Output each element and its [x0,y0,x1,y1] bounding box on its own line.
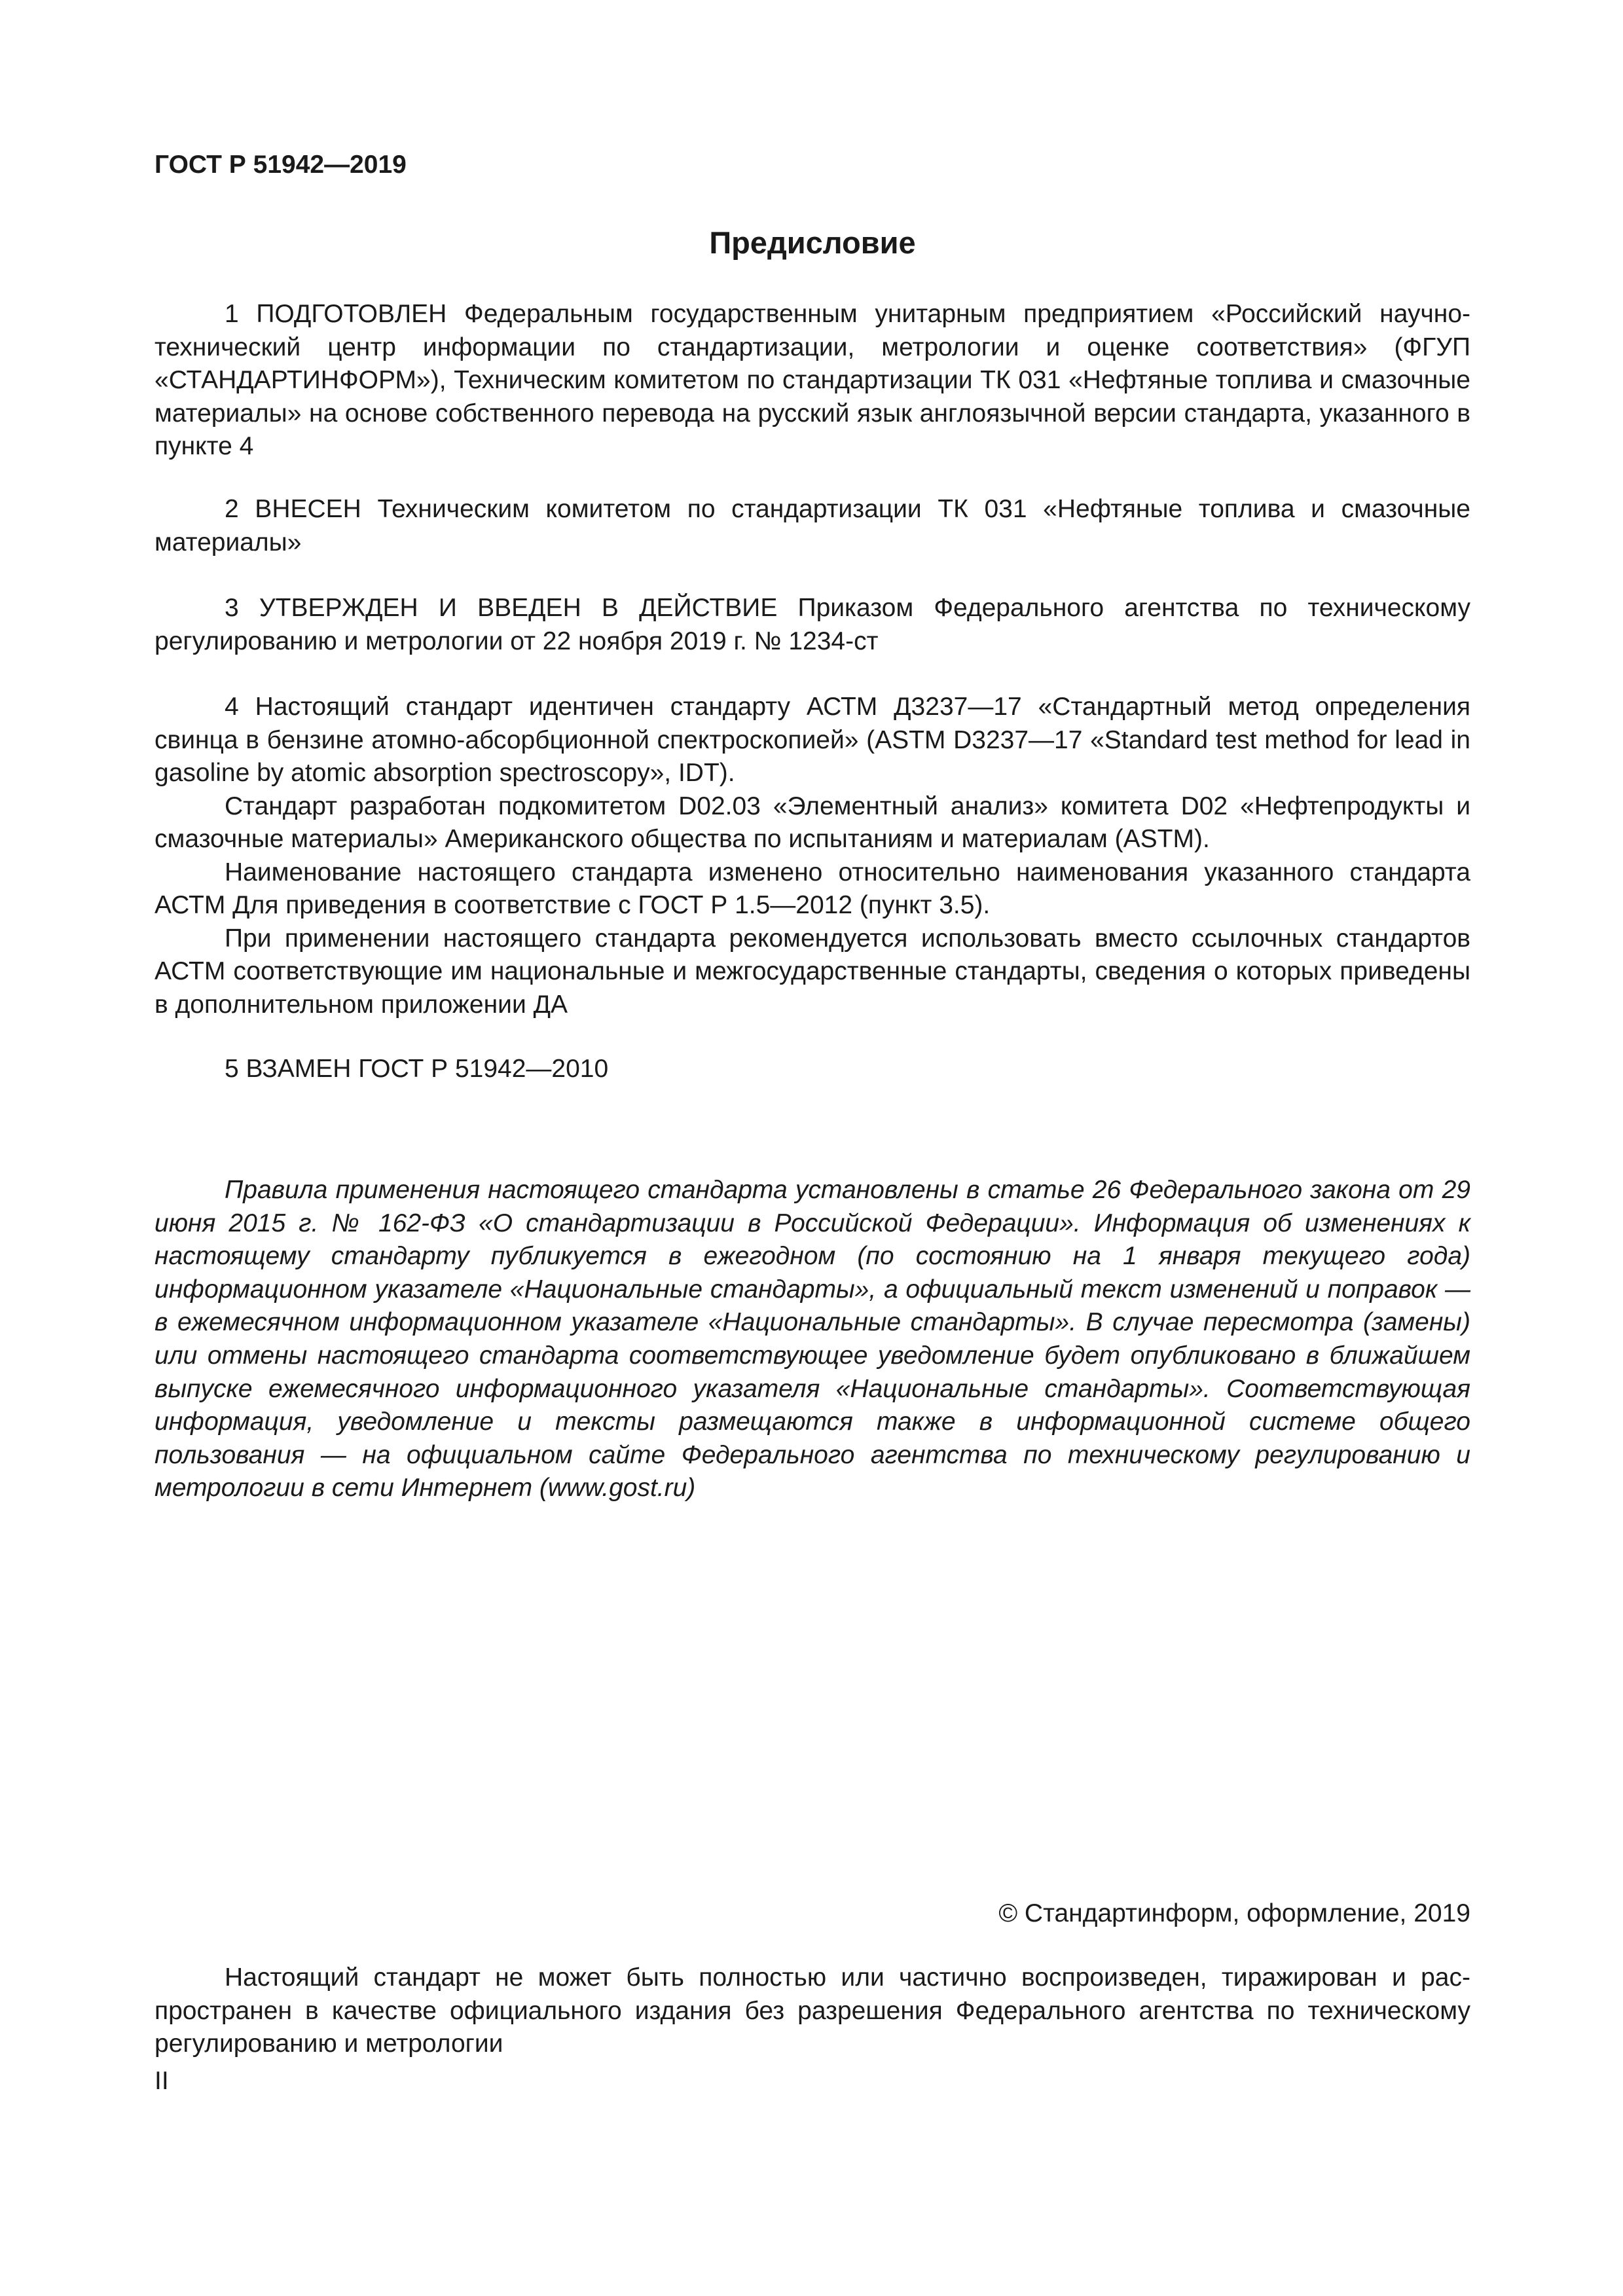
foreword-paragraph: При применении настоящего стандарта рекомендуется использовать вместо ссылочных стандартов АСТМ соответствующие им национальные и межгосударственные стандарты, сведения о которых приведены в дополнительном приложении ДА [155,924,1470,1019]
foreword-paragraph: Стандарт разработан подкомитетом D02.03 «Элементный анализ» комитета D02 «Нефтепродукты и смазочные материалы» Американского общества по испытаниям и материалам (ASTM). [155,792,1470,853]
page-title: Предисловие [709,225,916,260]
foreword-item-5 [155,1053,1470,1086]
foreword-item-3 [155,592,1470,658]
foreword-paragraph: 5 ВЗАМЕН ГОСТ Р 51942—2010 [225,1055,609,1083]
foreword-paragraph: 1 ПОДГОТОВЛЕН Федеральным государственным унитарным предприятием «Российский научно-технический центр информации по стандартизации, метрологии и оценке соответствия» (ФГУП «СТАНДАРТИНФОРМ»), Техническим комитетом по стандартизации ТК 031 «Нефтяные топлива и смазочные материалы» на основе собственного перевода на русский язык англоязычной версии стандарта, указанного в пункте 4 [155,300,1470,460]
reproduction-notice [155,1961,1470,2061]
foreword-paragraph: 3 УТВЕРЖДЕН И ВВЕДЕН В ДЕЙСТВИЕ Приказом Федерального агентства по техническому регулированию и метрологии от 22 ноября 2019 г. № 1234-ст [155,594,1470,655]
foreword-item-1 [155,298,1470,464]
foreword-paragraph: Наименование настоящего стандарта изменено относительно наименования указанного стандарта АСТМ Для приведения в соответствие с ГОСТ Р 1.5—2012 (пункт 3.5). [155,858,1470,919]
foreword-item-2 [155,493,1470,559]
rules-notice-text: Правила применения настоящего стандарта установлены в статье 26 Федерального закона от 29 июня 2015 г. № 162-ФЗ «О стандартизации в Российской Федерации». Информация об изменениях к настоящему стандарту публикуется в ежегодном (по состоянию на 1 января текущего года) информационном указателе «Национальные стандарты», а официальный текст изменений и поправок — в ежемесячном информационном указателе «Национальные стандарты». В случае пересмотра (замены) или отмены настоящего стандарта соответствующее уведомление будет опубликовано в ближайшем выпуске ежемесячного информационного указателя «Национальные стандарты». Соответствующая информация, уведомление и тексты размещаются также в информационной системе общего пользования — на официальном сайте Федерального агентства по техническому регулированию и метрологии в сети Интернет (www.gost.ru) [155,1176,1470,1503]
foreword-item-4 [155,691,1470,1021]
reproduction-notice-text: Настоящий стандарт не может быть полностью или частично воспроизведен, тиражирован и распространен в качестве официального издания без разрешения Федерального агентства по техническому регулированию и метрологии [155,1963,1470,2058]
standard-code-header: ГОСТ Р 51942—2019 [155,151,407,179]
page-number: II [155,2067,169,2095]
foreword-paragraph: 2 ВНЕСЕН Техническим комитетом по стандартизации ТК 031 «Нефтяные топлива и смазочные материалы» [155,495,1470,556]
copyright-line: © Стандартинформ, оформление, 2019 [998,1899,1470,1927]
rules-notice [155,1174,1470,1505]
foreword-paragraph: 4 Настоящий стандарт идентичен стандарту АСТМ Д3237—17 «Стандартный метод определения свинца в бензине атомно-абсорбционной спектроскопией» (ASTM D3237—17 «Standard test method for lead in gasoline by atomic absorption spectroscopy», IDT). [155,693,1470,787]
